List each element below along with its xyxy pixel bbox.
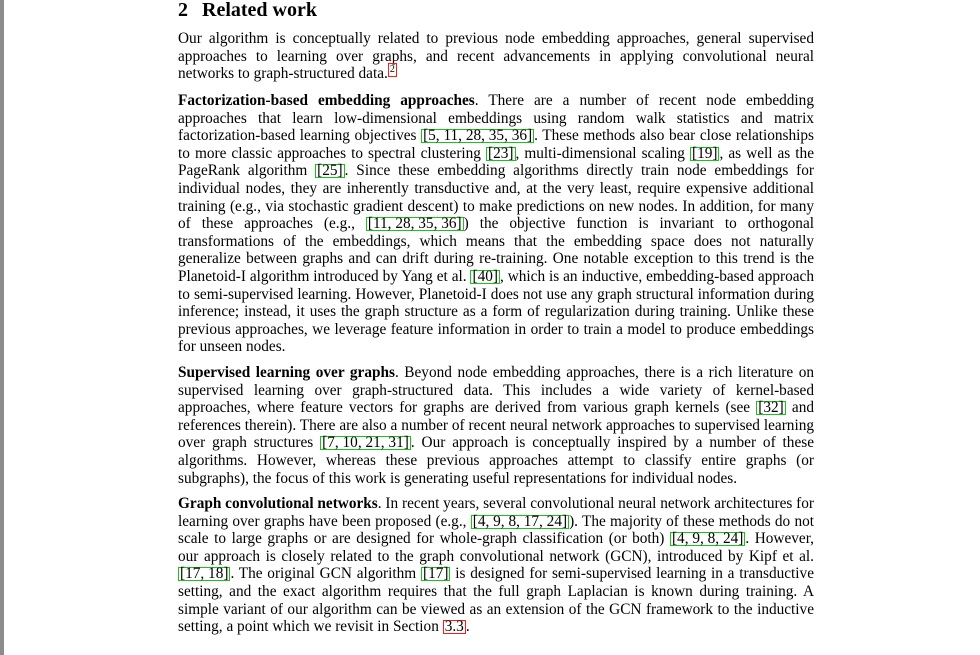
paragraph-text: is designed for semi-supervised learning in a transductive setting, and the exact algorithm requires that the full graph Laplacian is known during training. A simple variant of our algorithm can be viewed as an extension of the GCN framework to the inductive setting, a point which we revisit in Section — [178, 565, 814, 636]
paragraph-text: ) the objective function is invariant to orthogonal transformations of the embeddings, which means that the embedding space does not naturally generalize between graphs and can drift during re-training. One notable exception to this trend is the Planetoid-I algorithm introduced by Yang et al. — [178, 215, 814, 285]
citation-link[interactable]: [4, 9, 8, 24] — [671, 530, 744, 548]
citation-link[interactable]: [32] — [758, 399, 784, 417]
paragraph-text: . However, our approach is closely related to the graph convolutional network (GCN), introduced by Kipf et al. — [178, 530, 814, 565]
intro-text: Our algorithm is conceptually related to previous node embedding approaches, general supervised approaches to learning over graphs, and recent advancements in applying convolutional neural networks to graph-structured data. — [178, 30, 814, 83]
paragraph-text: . In recent years, several convolutional neural network architectures for learning over graphs have been proposed (e.g., — [178, 495, 814, 530]
gcn-paragraph — [178, 495, 814, 636]
citation-link[interactable]: [17] — [422, 565, 449, 583]
footnote-link[interactable]: 2 — [389, 64, 395, 76]
paragraph-text: . Our approach is conceptually inspired by a number of these algorithms. However, whereas these previous approaches attempt to classify entire graphs (or subgraphs), the focus of this work is generating useful representations for individual nodes. — [178, 434, 814, 487]
factorization-paragraph — [178, 92, 814, 356]
paragraph-text: . These methods also bear close relationships to more classic approaches to spectral clustering — [178, 127, 815, 162]
section-number: 2 — [178, 0, 188, 21]
section-link[interactable]: 3.3 — [444, 618, 464, 636]
citation-link[interactable]: [25] — [317, 162, 343, 180]
section-heading — [178, 0, 317, 23]
paragraph-lead: Graph convolutional networks — [178, 495, 378, 512]
paragraph-lead: Supervised learning over graphs — [178, 364, 395, 381]
section-title: Related work — [202, 0, 317, 21]
paragraph-text: and references therein). There are also a number of recent neural network approaches to supervised learning over graph structures — [178, 399, 814, 452]
supervised-paragraph — [178, 364, 814, 487]
citation-link[interactable]: [17, 18] — [180, 565, 229, 583]
paragraph-text: . Since these embedding algorithms directly train node embeddings for individual nodes, they are inherently transductive and, at the very least, require expensive additional training (e.g., via stochastic gradient descent) to make predictions on new nodes. In addition, for many of these approaches (e.g., — [178, 162, 814, 233]
paragraph-text: . — [465, 618, 470, 636]
citation-link[interactable]: [40] — [472, 267, 498, 285]
paragraph-text: . The original GCN algorithm — [230, 565, 421, 583]
page-left-border — [0, 0, 4, 655]
citation-link[interactable]: [23] — [488, 144, 514, 162]
paragraph-text: . Beyond node embedding approaches, there is a rich literature on supervised learning over graph-structured data. This includes a wide variety of kernel-based approaches, where feature vectors for graphs are derived from various graph kernels (see — [178, 364, 814, 417]
citation-link[interactable]: [4, 9, 8, 17, 24] — [472, 512, 568, 530]
paragraph-lead: Factorization-based embedding approaches — [178, 92, 475, 109]
intro-paragraph — [178, 30, 814, 83]
paragraph-text: , multi-dimensional scaling — [515, 144, 690, 162]
citation-link[interactable]: [11, 28, 35, 36] — [367, 215, 462, 233]
paragraph-text: , as well as the PageRank algorithm — [178, 144, 814, 180]
paragraph-text: ). The majority of these methods do not scale to large graphs or are designed for whole-graph classification (or both) — [178, 512, 815, 548]
paragraph-text: , which is an inductive, embedding-based approach to semi-supervised learning. However, Planetoid-I does not use any graph structural information during inference; instead, it uses the graph structure as a form of regularization during training. Unlike these previous approaches, we leverage feature information in order to train a model to produce embeddings for unseen nodes. — [178, 267, 814, 356]
citation-link[interactable]: [7, 10, 21, 31] — [322, 434, 409, 452]
paragraph-text: . There are a number of recent node embedding approaches that learn low-dimensional embeddings using random walk statistics and matrix factorization-based learning objectives — [178, 92, 814, 145]
citation-link[interactable]: [19] — [691, 144, 718, 162]
citation-link[interactable]: [5, 11, 28, 35, 36] — [423, 127, 533, 145]
